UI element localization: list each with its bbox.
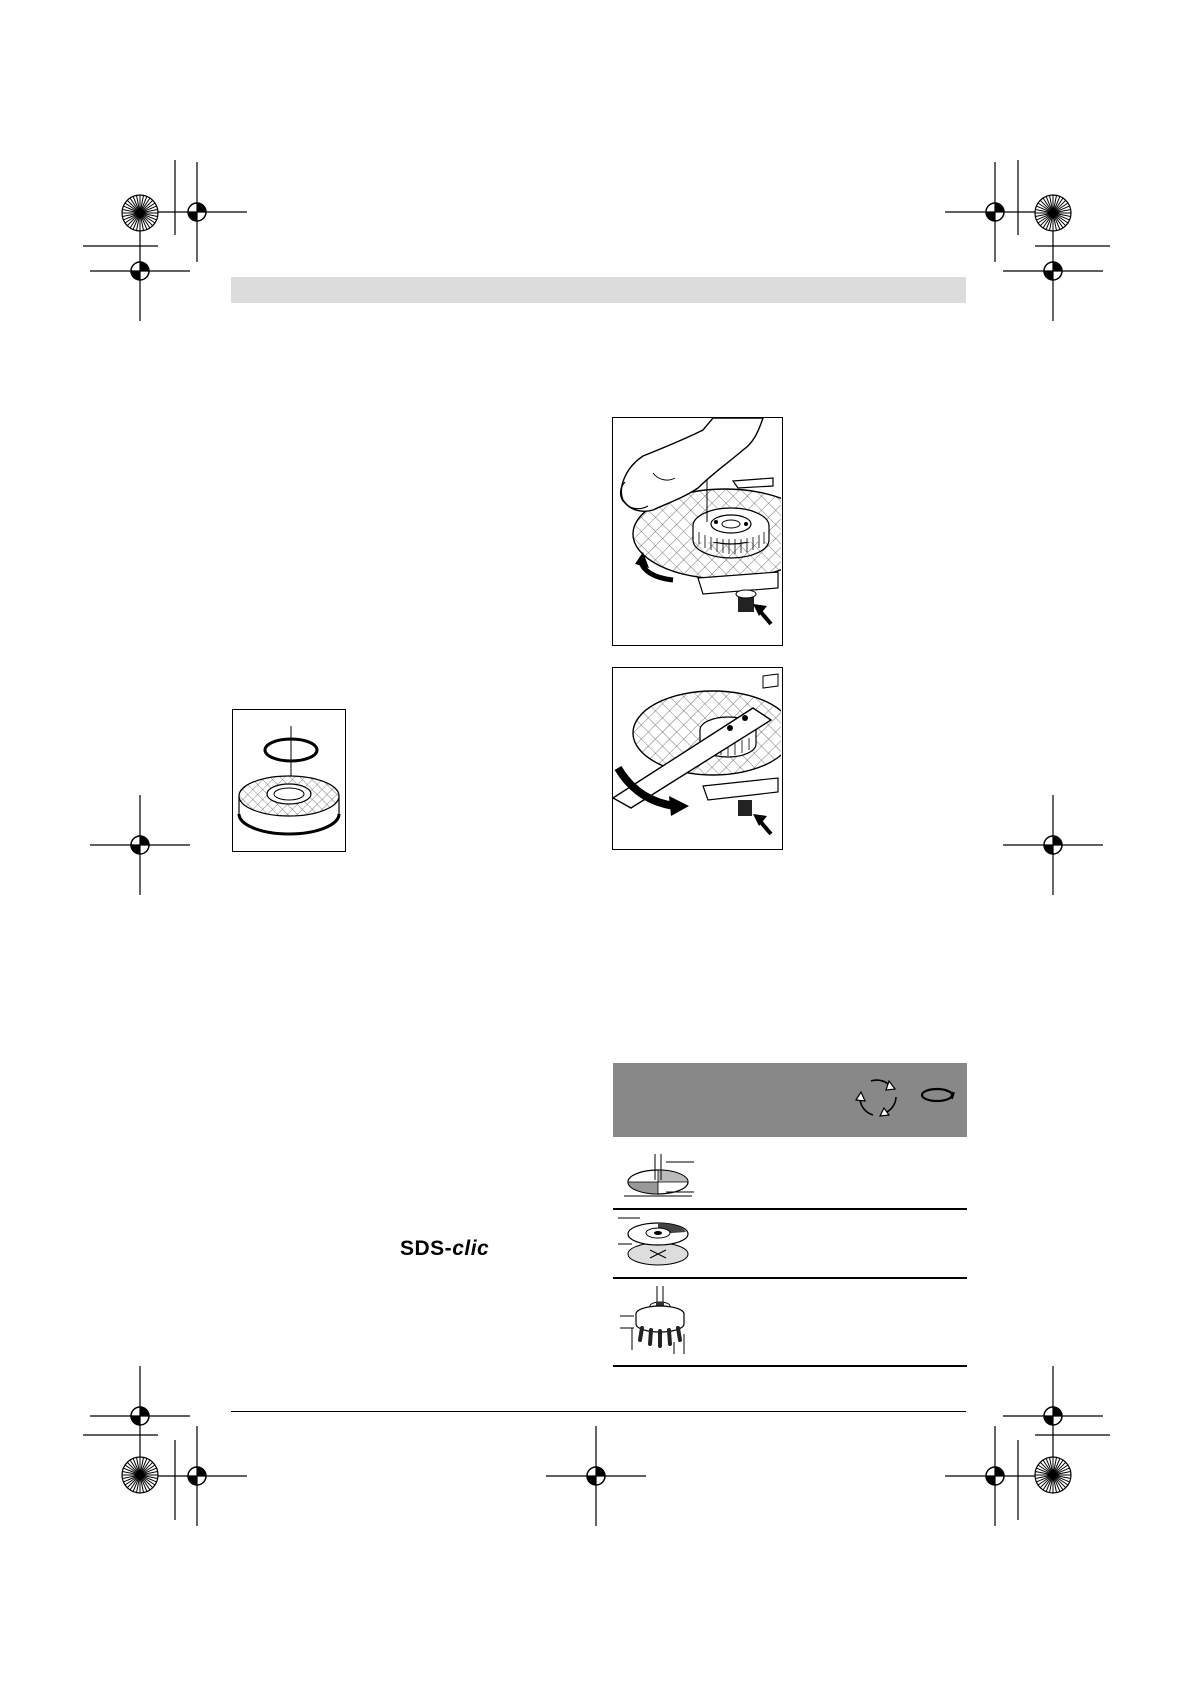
logo-prefix: SDS- xyxy=(400,1237,453,1260)
figure-o-ring-flange xyxy=(232,709,346,852)
ring-icon xyxy=(918,1083,958,1107)
header-band xyxy=(231,277,966,303)
flap-disc-icon xyxy=(618,1214,698,1274)
table-row-rule-3 xyxy=(613,1365,967,1367)
footer-rule xyxy=(231,1411,966,1412)
table-header xyxy=(613,1063,967,1137)
table-row-rule-2 xyxy=(613,1277,967,1279)
wire-cup-brush-icon-graphic xyxy=(618,1284,698,1360)
logo-suffix: clic xyxy=(452,1237,490,1260)
table-row-rule-1 xyxy=(613,1208,967,1210)
figure-hand-tightening-nut xyxy=(612,417,783,646)
recycle-icon xyxy=(853,1075,903,1119)
sds-clic-logo xyxy=(400,1237,489,1261)
cutting-disc-icon xyxy=(622,1150,702,1202)
wire-cup-brush-icon xyxy=(0,0,80,76)
figure-spanner-loosening-nut xyxy=(612,667,783,850)
